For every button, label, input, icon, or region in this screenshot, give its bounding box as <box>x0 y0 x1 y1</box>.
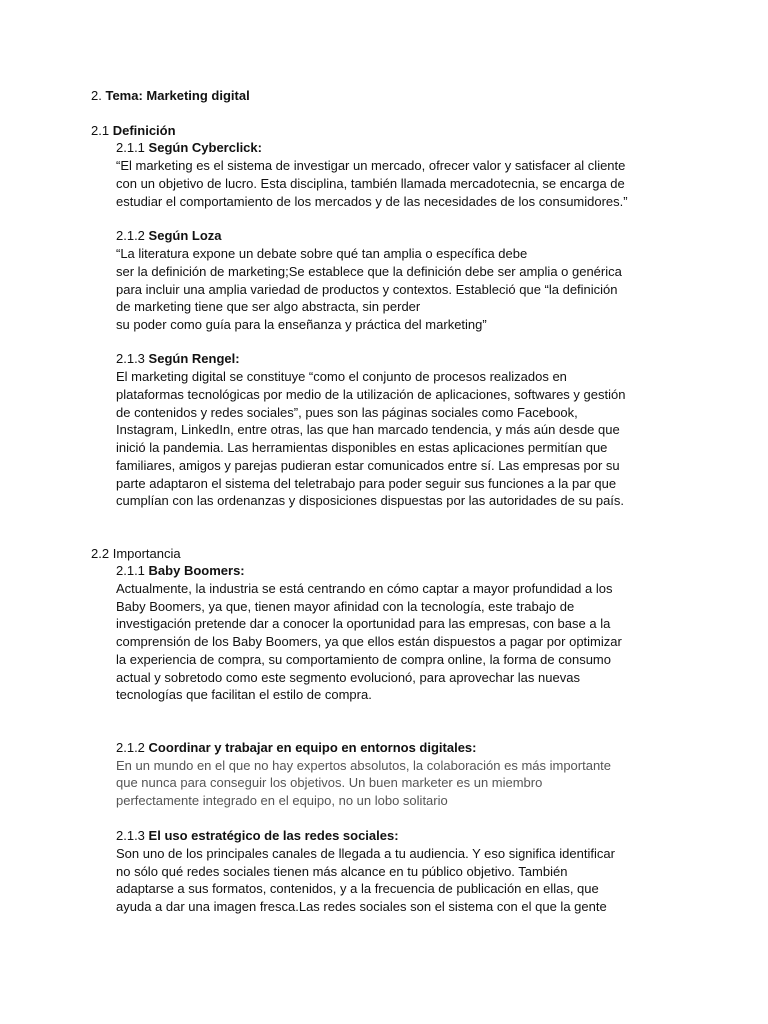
paragraph-line: investigación pretende dar a conocer la oportunidad para las empresas, con base a la <box>116 616 611 631</box>
paragraph-line: inició la pandemia. Las herramientas disponibles en estas aplicaciones permitían que <box>116 440 608 455</box>
paragraph-line: Actualmente, la industria se está centrando en cómo captar a mayor profundidad a los <box>116 581 613 596</box>
paragraph-line: ayuda a dar una imagen fresca.Las redes sociales son el sistema con el que la gente <box>116 899 607 914</box>
section-heading <box>91 87 250 105</box>
item-number: 2.1.1 <box>116 140 145 155</box>
item-title: Según Cyberclick: <box>148 140 262 155</box>
subsection-title: Importancia <box>112 546 181 561</box>
paragraph-line: En un mundo en el que no hay expertos absolutos, la colaboración es más importante <box>116 758 612 773</box>
item-title: El uso estratégico de las redes sociales: <box>148 828 399 843</box>
subsection-number: 2.1 <box>91 123 110 138</box>
paragraph-line: Instagram, LinkedIn, entre otras, las que han marcado tendencia, y más aún desde que <box>116 422 620 437</box>
item-title: Coordinar y trabajar en equipo en entornos digitales: <box>148 740 477 755</box>
paragraph-line: la experiencia de compra, su comportamiento de compra online, la forma de consumo <box>116 652 611 667</box>
subsection-heading <box>91 122 176 140</box>
item-heading <box>116 827 399 845</box>
paragraph-line: adaptarse a sus formatos, contenidos, y a la frecuencia de publicación en ellas, que <box>116 881 599 896</box>
paragraph-line: “La literatura expone un debate sobre qué tan amplia o específica debe <box>116 246 528 261</box>
item-heading <box>116 139 262 157</box>
paragraph-line: de marketing tiene que ser algo abstracta, sin perder <box>116 299 421 314</box>
paragraph-line: que nunca para conseguir los objetivos. Un buen marketer es un miembro <box>116 775 543 790</box>
item-title: Baby Boomers: <box>148 563 245 578</box>
paragraph-line: estudiar el comportamiento de los mercados y de las necesidades de los consumidores.” <box>116 194 628 209</box>
paragraph-line: Son uno de los principales canales de llegada a tu audiencia. Y eso significa identificar <box>116 846 615 861</box>
paragraph-line: “El marketing es el sistema de investigar un mercado, ofrecer valor y satisfacer al cliente <box>116 158 626 173</box>
paragraph-line: para incluir una amplia variedad de productos y contextos. Estableció que “la definición <box>116 282 618 297</box>
paragraph-line: familiares, amigos y parejas pudieran estar comunicados entre sí. Las empresas por su <box>116 458 620 473</box>
paragraph-line: su poder como guía para la enseñanza y práctica del marketing” <box>116 317 487 332</box>
paragraph-line: con un objetivo de lucro. Esta disciplina, también llamada mercadotecnia, se encarga de <box>116 176 625 191</box>
item-title: Según Loza <box>148 228 222 243</box>
paragraph-line: ser la definición de marketing;Se establece que la definición debe ser amplia o genérica <box>116 264 622 279</box>
paragraph-line: parte adaptaron el sistema del teletrabajo para poder seguir sus funciones a la par que <box>116 476 617 491</box>
section-title: Tema: Marketing digital <box>105 88 250 103</box>
item-heading <box>116 350 240 368</box>
subsection-number: 2.2 <box>91 546 110 561</box>
subsection-heading <box>91 545 181 563</box>
item-number: 2.1.3 <box>116 351 145 366</box>
paragraph-line: comprensión de los Baby Boomers, ya que ellos están dispuestos a pagar por optimizar <box>116 634 622 649</box>
paragraph-line: de contenidos y redes sociales”, pues son las páginas sociales como Facebook, <box>116 405 578 420</box>
item-number: 2.1.1 <box>116 563 145 578</box>
subsection-title: Definición <box>112 123 176 138</box>
item-title: Según Rengel: <box>148 351 240 366</box>
item-number: 2.1.2 <box>116 740 145 755</box>
item-heading <box>116 739 477 757</box>
item-number: 2.1.3 <box>116 828 145 843</box>
paragraph-line: Baby Boomers, ya que, tienen mayor afinidad con la tecnología, este trabajo de <box>116 599 575 614</box>
item-number: 2.1.2 <box>116 228 145 243</box>
paragraph-line: tecnologías que facilitan el estilo de compra. <box>116 687 372 702</box>
paragraph-line: no sólo qué redes sociales tienen más alcance en tu público objetivo. También <box>116 864 568 879</box>
paragraph-line: perfectamente integrado en el equipo, no un lobo solitario <box>116 793 448 808</box>
paragraph-line: plataformas tecnológicas por medio de la utilización de aplicaciones, softwares y gestión <box>116 387 626 402</box>
paragraph-line: El marketing digital se constituye “como el conjunto de procesos realizados en <box>116 369 567 384</box>
section-number: 2. <box>91 88 102 103</box>
paragraph-line: cumplían con las ordenanzas y disposiciones dispuestas por las autoridades de su país. <box>116 493 625 508</box>
item-heading <box>116 227 222 245</box>
item-heading <box>116 562 245 580</box>
paragraph-line: actual y sobretodo como este segmento evolucionó, para aprovechar las nuevas <box>116 670 580 685</box>
